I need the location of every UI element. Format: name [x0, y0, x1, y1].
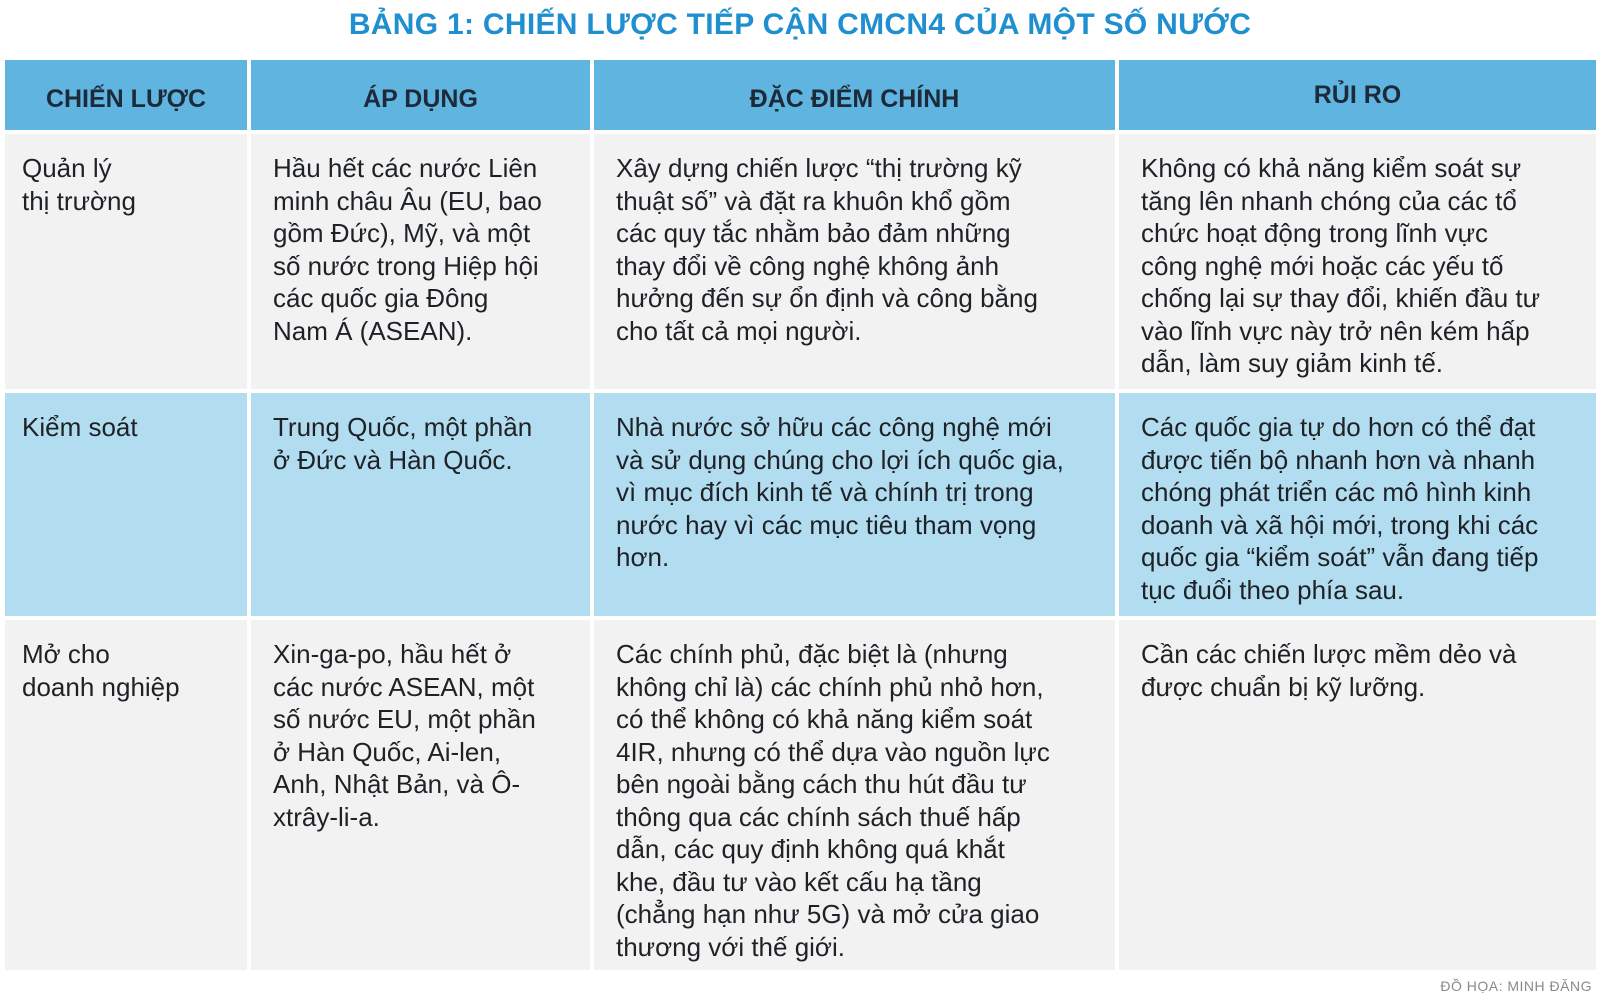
row2-risks-cell: Các quốc gia tự do hơn có thể đạt được tiến bộ nhanh hơn và nhanh chóng phát triển các mô hình kinh doanh và xã hội mới, trong khi các quốc gia “kiểm soát” vẫn đang tiếp tục đuổi theo phía sau. — [1119, 393, 1596, 616]
row3-risks-cell: Cần các chiến lược mềm dẻo và được chuẩn bị kỹ lưỡng. — [1119, 620, 1596, 970]
row2-applied-cell: Trung Quốc, một phần ở Đức và Hàn Quốc. — [251, 393, 590, 616]
table-title: BẢNG 1: CHIẾN LƯỢC TIẾP CẬN CMCN4 CỦA MỘT SỐ NƯỚC — [348, 8, 1252, 41]
row2-strategy-cell: Kiểm soát — [5, 393, 247, 616]
row3-features-cell: Các chính phủ, đặc biệt là (nhưng không chỉ là) các chính phủ nhỏ hơn, có thể không có khả năng kiểm soát 4IR, nhưng có thể dựa vào nguồn lực bên ngoài bằng cách thu hút đầu tư thông qua các chính sách thuế hấp dẫn, các quy định không quá khắt khe, đầu tư vào kết cấu hạ tầng (chẳng hạn như 5G) và mở cửa giao thương với thế giới. — [594, 620, 1115, 970]
header-applied: ÁP DỤNG — [251, 60, 590, 130]
header-risks: RỦI RO — [1119, 60, 1596, 130]
row2-features-cell: Nhà nước sở hữu các công nghệ mới và sử dụng chúng cho lợi ích quốc gia, vì mục đích kinh tế và chính trị trong nước hay vì các mục tiêu tham vọng hơn. — [594, 393, 1115, 616]
strategy-table — [5, 60, 1596, 970]
graphic-credit: ĐỒ HỌA: MINH ĐĂNG — [1440, 978, 1592, 994]
row1-risks-cell: Không có khả năng kiểm soát sự tăng lên nhanh chóng của các tổ chức hoạt động trong lĩnh vực công nghệ mới hoặc các yếu tố chống lại sự thay đổi, khiến đầu tư vào lĩnh vực này trở nên kém hấp dẫn, làm suy giảm kinh tế. — [1119, 134, 1596, 389]
row1-applied-cell: Hầu hết các nước Liên minh châu Âu (EU, bao gồm Đức), Mỹ, và một số nước trong Hiệp hội các quốc gia Đông Nam Á (ASEAN). — [251, 134, 590, 389]
row3-strategy-cell: Mở cho doanh nghiệp — [5, 620, 247, 970]
row1-features-cell: Xây dựng chiến lược “thị trường kỹ thuật số” và đặt ra khuôn khổ gồm các quy tắc nhằm bảo đảm những thay đổi về công nghệ không ảnh hưởng đến sự ổn định và công bằng cho tất cả mọi người. — [594, 134, 1115, 389]
header-strategy: CHIẾN LƯỢC — [5, 60, 247, 130]
header-features: ĐẶC ĐIỂM CHÍNH — [594, 60, 1115, 130]
row1-strategy-cell: Quản lý thị trường — [5, 134, 247, 389]
row3-applied-cell: Xin-ga-po, hầu hết ở các nước ASEAN, một số nước EU, một phần ở Hàn Quốc, Ai-len, Anh, Nhật Bản, và Ô- xtrây-li-a. — [251, 620, 590, 970]
